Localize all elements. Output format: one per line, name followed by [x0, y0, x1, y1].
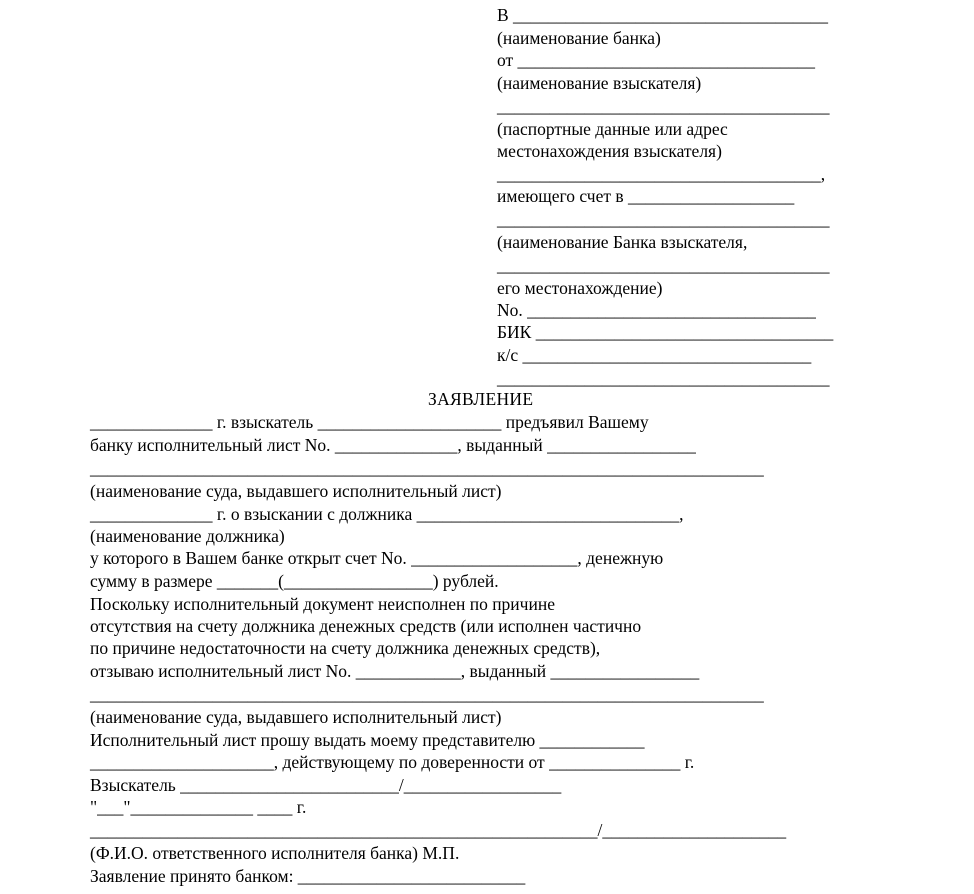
body-line: сумму в размере _______(_________________) рублей. [90, 571, 499, 591]
body-line: (наименование суда, выдавшего исполнительный лист) [90, 707, 502, 727]
body-line: _____________________________________________________________________________ [90, 684, 764, 704]
body-line: (наименование должника) [90, 526, 285, 546]
body-line: (Ф.И.О. ответственного исполнителя банка) М.П. [90, 843, 460, 863]
body-line: _____________________, действующему по доверенности от _______________ г. [90, 752, 695, 772]
location-caption: местонахождения взыскателя) [497, 141, 722, 161]
body-line: Поскольку исполнительный документ неисполнен по причине [90, 594, 555, 614]
claimant-name-caption: (наименование взыскателя) [497, 73, 702, 93]
bank-location-caption: его местонахождение) [497, 278, 663, 298]
claimant-bank-caption: (наименование Банка взыскателя, [497, 232, 748, 252]
passport-caption: (паспортные данные или адрес [497, 119, 728, 139]
bank-line: В ____________________________________ [497, 5, 829, 25]
body-line: Заявление принято банком: __________________________ [90, 866, 526, 886]
body-line: ______________ г. взыскатель _____________________ предъявил Вашему [90, 412, 649, 432]
body-line: Исполнительный лист прошу выдать моему представителю ____________ [90, 730, 645, 750]
body-line: по причине недостаточности на счету должника денежных средств), [90, 638, 601, 658]
blank-line: ______________________________________ [497, 96, 830, 116]
account-number-line: No. _________________________________ [497, 300, 816, 320]
blank-line: ______________________________________ [497, 209, 830, 229]
blank-line: ______________________________________ [497, 255, 830, 275]
blank-line: _____________________________________, [497, 164, 826, 184]
body-line: __________________________________________________________/_____________________ [90, 820, 787, 840]
document-title: ЗАЯВЛЕНИЕ [428, 389, 534, 409]
bank-name-caption: (наименование банка) [497, 28, 661, 48]
bik-line: БИК __________________________________ [497, 322, 834, 342]
body-line: отсутствия на счету должника денежных средств (или исполнен частично [90, 616, 642, 636]
body-line: _____________________________________________________________________________ [90, 458, 764, 478]
blank-line: ______________________________________ [497, 368, 830, 388]
account-in-line: имеющего счет в ___________________ [497, 186, 795, 206]
body-line: "___"______________ ____ г. [90, 797, 307, 817]
body-line: (наименование суда, выдавшего исполнительный лист) [90, 481, 502, 501]
body-line: банку исполнительный лист No. ______________, выданный _________________ [90, 435, 696, 455]
body-line: Взыскатель _________________________/__________________ [90, 775, 562, 795]
body-line: отзываю исполнительный лист No. ____________, выданный _________________ [90, 661, 700, 681]
from-line: от __________________________________ [497, 50, 816, 70]
body-line: ______________ г. о взыскании с должника ______________________________, [90, 504, 684, 524]
correspondent-account-line: к/с _________________________________ [497, 345, 812, 365]
body-line: у которого в Вашем банке открыт счет No. ___________________, денежную [90, 548, 664, 568]
